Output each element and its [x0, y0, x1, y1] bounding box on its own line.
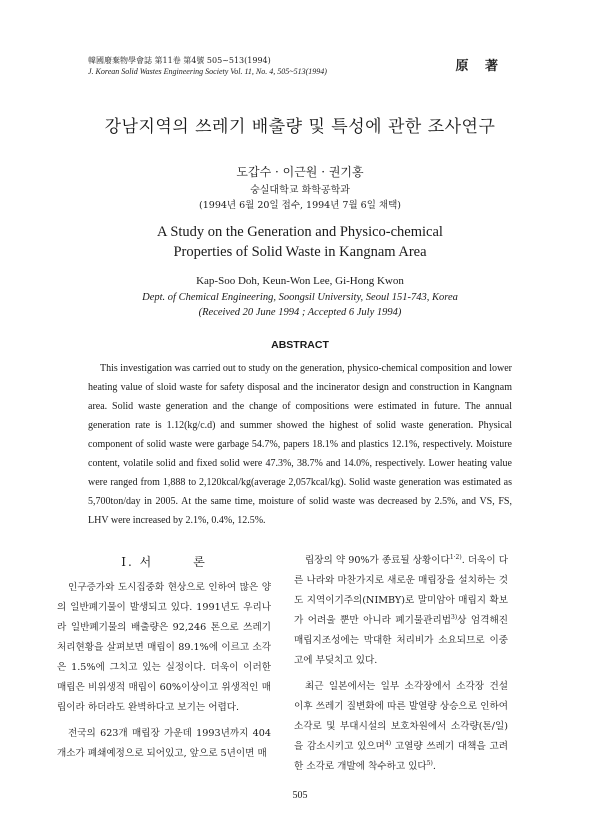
- title-english-line2: Properties of Solid Waste in Kangnam Area: [173, 244, 427, 260]
- citation-ref: 1·2): [449, 553, 462, 561]
- abstract-body: This investigation was carried out to study on the generation, physico-chemical composition and lower heating value of sloid waste for safety disposal and the incinerator design and construction in Kangnam area. Solid waste generation and the change of compositions were estimated in future. The annual generation rate is 1.12(kg/c.d) and summer showed the highest of solid waste generation. Physical component of solid waste were garbage 54.7%, papers 18.1% and plastics 12.1%, respectively. Moisture content, volatile solid and fixed solid were 47.3%, 38.7% and 14.0%, respectively. Lower heating value were ranged from 1,888 to 2,120kcal/kg(average 2,057kcal/kg). Solid waste generation was estimated as 5,700ton/day in 2005. At the same time, moisture of solid waste was decreased by 2.5%, and VS, FS, LHV were increased by 2.1%, 0.4%, 12.5%.: [88, 363, 512, 526]
- intro-paragraph-2: 전국의 623개 매립장 가운데 1993년까지 404개소가 폐쇄예정으로 되어있고, 앞으로 5년이면 매: [57, 728, 271, 759]
- left-column: [57, 552, 271, 764]
- para4-text-b: 고열량 쓰레기 대책을 고려한 소각로 개발에 착수하고 있다: [294, 741, 508, 772]
- section-heading: [57, 552, 271, 572]
- title-korean: 강남지역의 쓰레기 배출량 및 특성에 관한 조사연구: [104, 117, 496, 137]
- title-english: [0, 222, 600, 262]
- affiliation-english: Dept. of Chemical Engineering, Soongsil University, Seoul 151-743, Korea: [142, 292, 458, 303]
- journal-citation-english: J. Korean Solid Wastes Engineering Society Vol. 11, No. 4, 505~513(1994): [88, 67, 327, 76]
- authors-korean: 도갑수 · 이근원 · 권기홍: [236, 165, 364, 179]
- para3-text-c: 상 엄격해진 매립지조성에는 막대한 처리비가 소요되므로 이중고에 부딪치고 있다.: [294, 615, 509, 666]
- page-number: 505: [292, 790, 308, 801]
- citation-ref: 5): [426, 759, 433, 767]
- article-type-label: 原 著: [455, 59, 504, 74]
- intro-paragraph-4: [294, 677, 508, 777]
- authors-english: Kap-Soo Doh, Keun-Won Lee, Gi-Hong Kwon: [196, 275, 404, 287]
- section-number: I. 서: [121, 555, 154, 569]
- para4-text-a: 최근 일본에서는 일부 소각장에서 소각장 건설 이후 쓰레기 질변화에 따른 발열량 상승으로 인하여 소각로 및 부대시설의 보호차원에서 소각량(톤/일)을 감소시키고 있으며: [294, 681, 508, 752]
- journal-header: [88, 55, 327, 77]
- citation-ref: 3): [451, 613, 458, 621]
- intro-paragraph-1: 인구증가와 도시집중화 현상으로 인하여 많은 양의 일반폐기물이 발생되고 있다. 1991년도 우리나라 일반폐기물의 배출량은 92,246 톤으로 쓰레기 처리현황을 살펴보면 매립이 89.1%에 이르고 소각은 1.5%에 그치고 있는 실정이다. 더욱이 이러한 매립은 비위생적 매립이 60%이상이고 위생적인 매립이라 하더라도 완벽하다고 보기는 어렵다.: [57, 582, 271, 713]
- para3-text-b: . 더욱이 다른 나라와 마찬가지로 새로운 매립장을 설치하는 것도 지역이기주의(NIMBY)로 말미암아 매립지 확보가 어려울 뿐만 아니라 폐기물관리법: [294, 555, 508, 626]
- journal-citation-korean: 韓國廢棄物學會誌 第11卷 第4號 505~513(1994): [88, 56, 271, 65]
- affiliation-korean: 숭실대학교 화학공학과: [250, 185, 350, 196]
- abstract-heading: ABSTRACT: [271, 339, 329, 351]
- received-date-korean: (1994년 6월 20일 접수, 1994년 7월 6일 채택): [199, 200, 401, 211]
- citation-ref: 4): [384, 739, 392, 747]
- para4-text-end: .: [432, 761, 436, 772]
- received-date-english: (Received 20 June 1994 ; Accepted 6 July 1994): [198, 307, 402, 318]
- title-english-line1: A Study on the Generation and Physico-chemical: [157, 224, 443, 240]
- section-title: 론: [193, 555, 207, 569]
- intro-paragraph-3: [294, 551, 508, 671]
- para3-text-a: 립장의 약 90%가 종료될 상황이다: [305, 555, 450, 566]
- right-column: [294, 551, 508, 777]
